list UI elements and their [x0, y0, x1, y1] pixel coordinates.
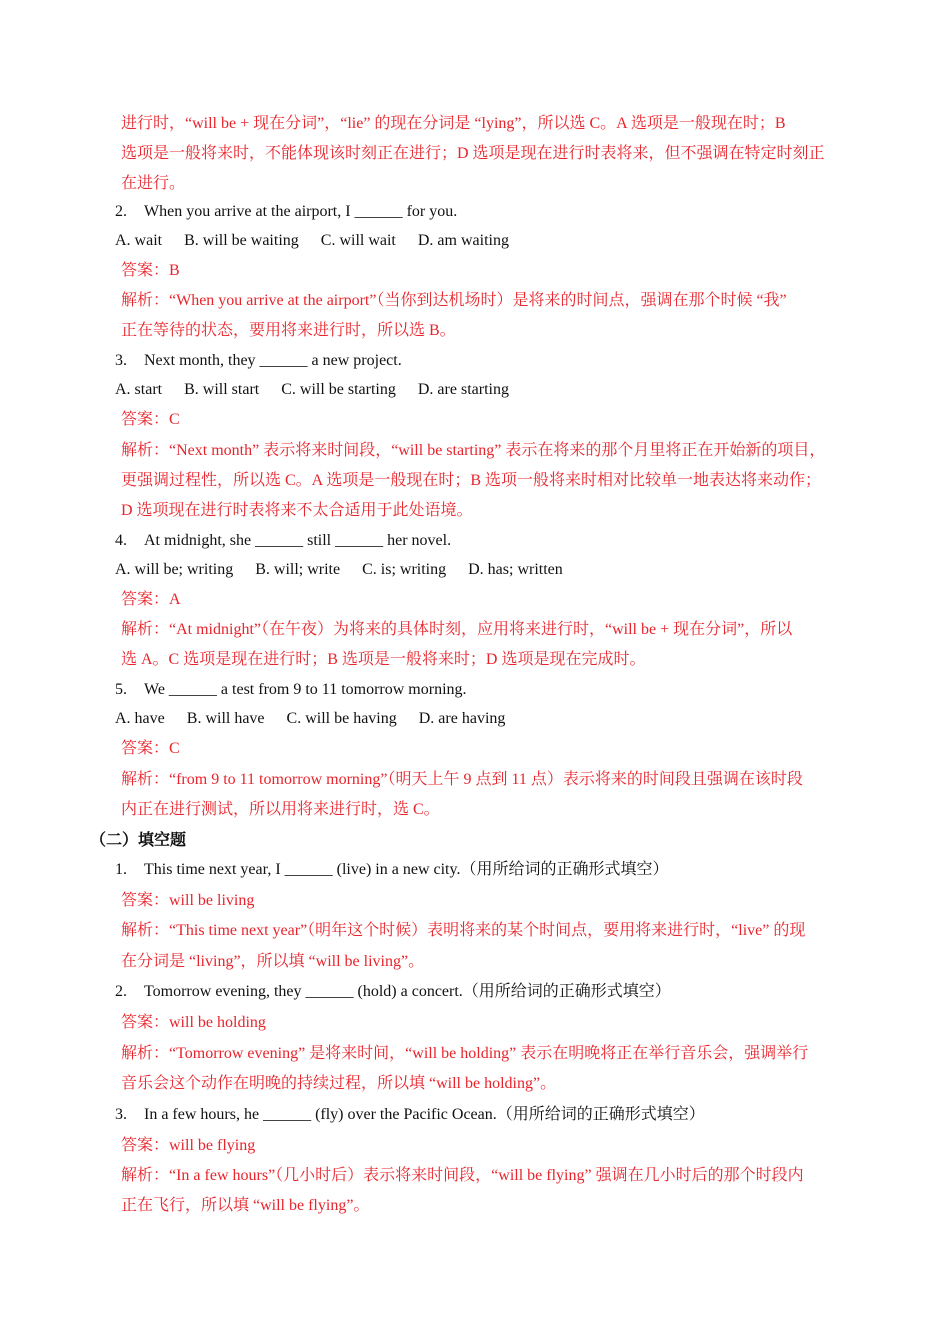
option-a: A. wait [115, 232, 163, 249]
explanation-line: 正在飞行，所以填 “will be flying”。 [121, 1197, 370, 1214]
explanation-line: 解析：“This time next year”（明年这个时候）表明将来的某个时间点，要用将来进行时，“live” 的现 [121, 922, 806, 939]
question-item [115, 860, 668, 880]
option-d: D. are starting [417, 381, 509, 398]
explanation-line: 内正在进行测试，所以用将来进行时，选 C。 [121, 801, 440, 818]
option-a: A. will be; writing [115, 561, 234, 578]
question-number: 3. [115, 352, 127, 369]
question-number: 5. [115, 681, 127, 698]
option-a: A. start [115, 381, 163, 398]
option-b: B. will; write [255, 561, 341, 578]
option-d: D. are having [418, 710, 506, 727]
question-text: We ______ a test from 9 to 11 tomorrow morning. [144, 681, 467, 698]
answer-line: 答案：will be living [121, 892, 255, 909]
answer-line: 答案：will be flying [121, 1137, 256, 1154]
question-text: This time next year, I ______ (live) in a new city.（用所给词的正确形式填空） [144, 861, 669, 878]
explanation-line: 解析：“In a few hours”（几小时后）表示将来时间段，“will be flying” 强调在几小时后的那个时段内 [121, 1167, 804, 1184]
option-b: B. will start [184, 381, 260, 398]
explanation-line: 选 A。C 选项是现在进行时；B 选项是一般将来时；D 选项是现在完成时。 [121, 651, 646, 668]
question-item [115, 351, 402, 371]
question-text: When you arrive at the airport, I ______ for you. [144, 203, 458, 220]
explanation-line: 解析：“from 9 to 11 tomorrow morning”（明天上午 9 点到 11 点）表示将来的时间段且强调在该时段 [121, 771, 803, 788]
question-item [115, 202, 457, 222]
question-item [115, 1105, 705, 1125]
question-number: 3. [115, 1106, 127, 1123]
answer-line: 答案：will be holding [121, 1014, 266, 1031]
option-d: D. has; written [468, 561, 563, 578]
option-b: B. will be waiting [184, 232, 299, 249]
question-number: 2. [115, 983, 127, 1000]
explanation-line: 更强调过程性，所以选 C。A 选项是一般现在时；B 选项一般将来时相对比较单一地表达将来动作； [121, 472, 822, 489]
question-item [115, 531, 451, 551]
question-text: Next month, they ______ a new project. [144, 352, 402, 369]
answer-line: 答案：A [121, 591, 181, 608]
explanation-line: 在分词是 “living”，所以填 “will be living”。 [121, 953, 425, 970]
explanation-line: 解析：“At midnight”（在午夜）为将来的具体时刻，应用将来进行时，“will be + 现在分词”，所以 [121, 621, 793, 638]
options-row [115, 231, 531, 251]
explanation-line: 进行时，“will be + 现在分词”，“lie” 的现在分词是 “lying”，所以选 C。A 选项是一般现在时；B [121, 115, 786, 132]
option-b: B. will have [186, 710, 265, 727]
answer-line: 答案：C [121, 740, 180, 757]
question-text: At midnight, she ______ still ______ her novel. [144, 532, 452, 549]
explanation-line: D 选项现在进行时表将来不太合适用于此处语境。 [121, 502, 473, 519]
options-row [115, 560, 585, 580]
question-item [115, 982, 671, 1002]
answer-line: 答案：B [121, 262, 180, 279]
explanation-line: 解析：“When you arrive at the airport”（当你到达机场时）是将来的时间点，强调在那个时候 “我” [121, 292, 787, 309]
explanation-line: 音乐会这个动作在明晚的持续过程，所以填 “will be holding”。 [121, 1075, 557, 1092]
explanation-line: 在进行。 [121, 175, 186, 192]
answer-line: 答案：C [121, 411, 180, 428]
explanation-line: 解析：“Next month” 表示将来时间段，“will be starting” 表示在将来的那个月里将正在开始新的项目， [121, 442, 826, 459]
section-heading: （二）填空题 [90, 832, 187, 849]
explanation-line: 解析：“Tomorrow evening” 是将来时间，“will be holding” 表示在明晚将正在举行音乐会，强调举行 [121, 1045, 809, 1062]
question-number: 1. [115, 861, 127, 878]
question-number: 4. [115, 532, 127, 549]
option-c: C. will be having [286, 710, 397, 727]
option-d: D. am waiting [417, 232, 509, 249]
explanation-line: 选项是一般将来时，不能体现该时刻正在进行；D 选项是现在进行时表将来，但不强调在特定时刻正 [121, 145, 825, 162]
option-a: A. have [115, 710, 165, 727]
question-text: Tomorrow evening, they ______ (hold) a concert.（用所给词的正确形式填空） [144, 983, 671, 1000]
question-item [115, 680, 467, 700]
option-c: C. is; writing [362, 561, 447, 578]
option-c: C. will wait [320, 232, 396, 249]
options-row [115, 380, 531, 400]
option-c: C. will be starting [281, 381, 396, 398]
question-text: In a few hours, he ______ (fly) over the Pacific Ocean.（用所给词的正确形式填空） [144, 1106, 705, 1123]
explanation-line: 正在等待的状态，要用将来进行时，所以选 B。 [121, 322, 456, 339]
options-row [115, 709, 527, 729]
question-number: 2. [115, 203, 127, 220]
